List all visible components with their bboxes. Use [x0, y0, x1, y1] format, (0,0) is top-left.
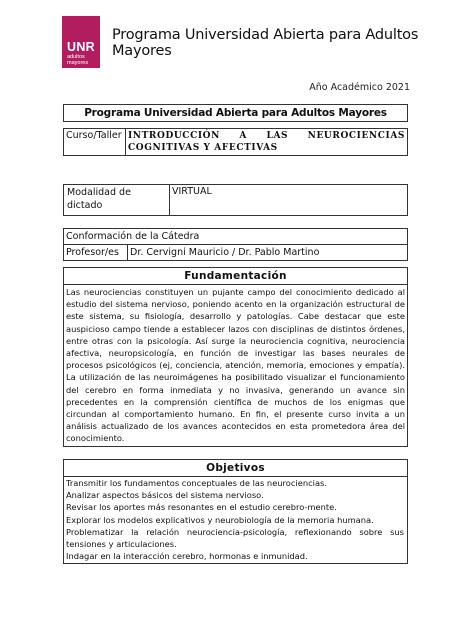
modality-label: Modalidad de dictado: [64, 185, 170, 216]
course-table: [63, 128, 408, 156]
fundamentacion-table: [63, 267, 408, 447]
course-label: Curso/Taller: [64, 129, 126, 156]
program-title-box: Programa Universidad Abierta para Adultos Mayores: [63, 104, 408, 122]
objetivos-heading: Objetivos: [64, 460, 408, 477]
objetivos-list: [64, 477, 407, 563]
professor-label: Profesor/es: [64, 245, 128, 261]
logo-text: UNR: [67, 40, 95, 54]
modality-value: VIRTUAL: [170, 185, 408, 216]
fundamentacion-heading: Fundamentación: [64, 268, 408, 285]
list-item: Transmitir los fundamentos conceptuales de las neurociencias.: [66, 478, 328, 488]
professor-value: Dr. Cervigni Mauricio / Dr. Pablo Martino: [128, 245, 408, 261]
list-item: Problematizar la relación neurociencia-psicología, reflexionando sobre sus tensiones y articulaciones.: [66, 526, 404, 550]
academic-year: Año Académico 2021: [309, 82, 410, 93]
fundamentacion-body: Las neurociencias constituyen un pujante campo del conocimiento dedicado al estudio del sistema nervioso, poniendo acento en la organización estructural de este sistema, su fisiología, desarrollo y patologías. Cabe destacar que este auspicioso campo tiende a establecer lazos con disciplinas de distintos órdenes, entre otras con la psicología. Así surge la neurociencia cognitiva, neurociencia afectiva, neuropsicología, en función de investigar las bases neurales de procesos psicológicos (ej, conciencia, atención, memoria, emociones y empatía). La utilización de las neuroimágenes ha posibilitado visualizar el funcionamiento del cerebro en forma inmediata y no invasiva, generando un avance sin precedentes en la comprensión científica de muchos de los enigmas que circundan al comportamiento humano. En fin, el presente curso invita a un análisis actualizado de los avances acontecidos en esta prometedora área del conocimiento.: [64, 285, 408, 447]
list-item: Indagar en la interacción cerebro, hormonas e inmunidad.: [66, 551, 308, 562]
objetivos-table: [63, 459, 408, 564]
logo-subtext-2: mayores: [67, 60, 89, 66]
list-item: Explorar los modelos explicativos y neurobiología de la memoria humana.: [66, 514, 374, 525]
list-item: Revisar los aportes más resonantes en el estudio cerebro-mente.: [66, 502, 337, 513]
unr-logo: [62, 16, 100, 68]
catedra-table: [63, 228, 408, 261]
catedra-heading: Conformación de la Cátedra: [64, 229, 408, 245]
modality-table: [63, 184, 408, 216]
list-item: Analizar aspectos básicos del sistema nervioso.: [66, 490, 264, 501]
page-header-title: Programa Universidad Abierta para Adultos Mayores: [112, 27, 419, 59]
course-value: INTRODUCCIÓN A LAS NEUROCIENCIAS COGNITIVAS Y AFECTIVAS: [126, 129, 408, 156]
logo-subtext-1: adultos: [67, 54, 85, 60]
